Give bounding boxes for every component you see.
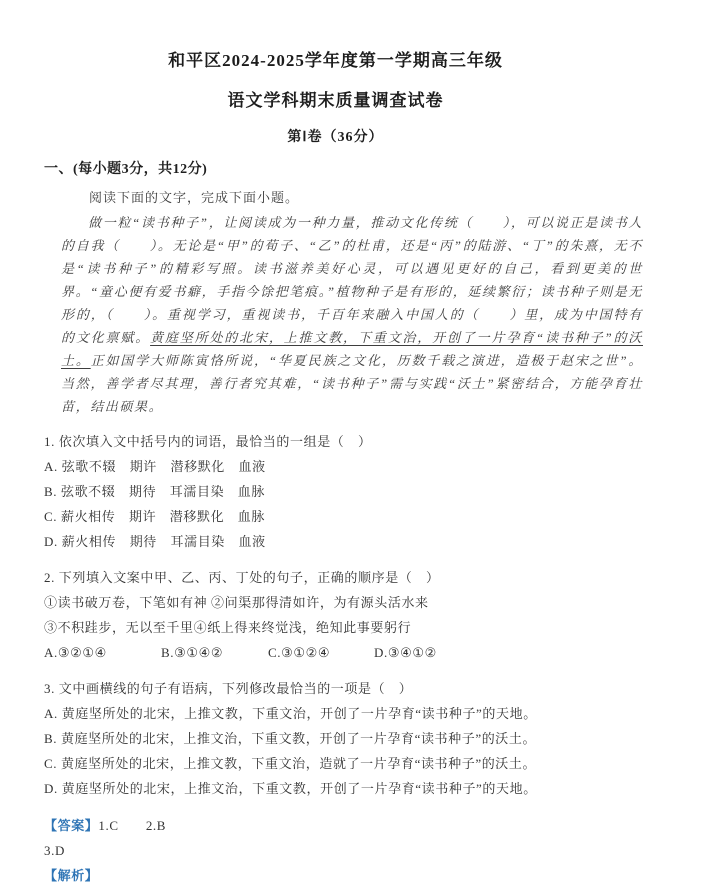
question-2-stem: 2. 下列填入文案中甲、乙、丙、丁处的句子，正确的顺序是（ ） bbox=[44, 570, 440, 585]
question-3-option-a: A. 黄庭坚所处的北宋，上推文教，下重文治，开创了一片孕育“读书种子”的天地。 bbox=[44, 706, 537, 721]
reading-instruction: 阅读下面的文字，完成下面小题。 bbox=[89, 190, 300, 205]
question-2 bbox=[44, 565, 645, 665]
question-2-option-b: B.③①④② bbox=[161, 645, 224, 660]
analysis-label: 【解析】 bbox=[44, 868, 99, 883]
question-2-sentences-line2: ③不积跬步，无以至千里④纸上得来终觉浅，绝知此事要躬行 bbox=[44, 620, 412, 635]
question-2-option-d: D.③④①② bbox=[374, 645, 437, 660]
answer-label: 【答案】 bbox=[44, 818, 99, 833]
answer-line-1 bbox=[44, 813, 645, 838]
question-3 bbox=[44, 676, 645, 801]
analysis-label-row bbox=[44, 863, 645, 888]
question-1 bbox=[44, 429, 645, 554]
question-3-stem: 3. 文中画横线的句子有语病，下列修改最恰当的一项是（ ） bbox=[44, 681, 413, 696]
question-2-option-c: C.③①②④ bbox=[268, 645, 331, 660]
question-1-stem: 1. 依次填入文中括号内的词语，最恰当的一组是（ ） bbox=[44, 434, 372, 449]
question-2-option-a: A.③②①④ bbox=[44, 645, 107, 660]
section-heading: 一、(每小题3分，共12分) bbox=[44, 162, 208, 177]
exam-title-line1: 和平区2024-2025学年度第一学期高三年级 bbox=[168, 51, 503, 70]
question-1-option-c: C. 薪火相传 期许 潜移默化 血脉 bbox=[44, 509, 265, 524]
question-2-sentences-line1: ①读书破万卷，下笔如有神 ②问渠那得清如许，为有源头活水来 bbox=[44, 595, 429, 610]
question-1-option-b: B. 弦歌不辍 期待 耳濡目染 血脉 bbox=[44, 484, 265, 499]
passage-text-after-underline: 正如国学大师陈寅恪所说，“华夏民族之文化，历数千载之演进，造极于赵宋之世”。当然，善学者尽其理，善行者究其难，“读书种子”需与实践“沃土”紧密结合，方能孕育壮苗，结出硕果。 bbox=[61, 353, 644, 414]
answer-line-2: 3.D bbox=[44, 843, 65, 858]
question-1-option-d: D. 薪火相传 期待 耳濡目染 血液 bbox=[44, 534, 266, 549]
question-3-option-d: D. 黄庭坚所处的北宋，上推文治，下重文教，开创了一片孕育“读书种子”的天地。 bbox=[44, 781, 537, 796]
question-1-option-a: A. 弦歌不辍 期许 潜移默化 血液 bbox=[44, 459, 266, 474]
question-3-option-c: C. 黄庭坚所处的北宋，上推文教，下重文治，造就了一片孕育“读书种子”的沃土。 bbox=[44, 756, 537, 771]
question-2-options-row bbox=[44, 640, 645, 665]
reading-passage bbox=[61, 211, 643, 418]
passage-text-before-underline: 做一粒“读书种子”，让阅读成为一种力量，推动文化传统（ ），可以说正是读书人的自我（ ）。无论是“甲”的荀子、“乙”的杜甫，还是“丙”的陆游、“丁”的朱熹，无不是“读书种子”的精彩写照。读书滋养美好心灵，可以遇见更好的自己，看到更美的世界。“童心便有爱书癖，手指今馀把笔痕。”植物种子是有形的，延续繁衍；读书种子则是无形的，（ ）。重视学习，重视读书，千百年来融入中国人的（ ）里，成为中国特有的文化禀赋。 bbox=[61, 215, 643, 345]
volume-title: 第Ⅰ卷（36分） bbox=[287, 130, 384, 145]
passage-underlined-sentence: 黄庭坚所处的北宋，上推文教，下重文治，开创了一片孕育“读书种子”的沃土。 bbox=[61, 330, 643, 368]
answer-values: 1.C 2.B bbox=[98, 818, 167, 833]
exam-title-line2: 语文学科期末质量调查试卷 bbox=[227, 91, 444, 110]
question-3-option-b: B. 黄庭坚所处的北宋，上推文治，下重文教，开创了一片孕育“读书种子”的沃土。 bbox=[44, 731, 537, 746]
